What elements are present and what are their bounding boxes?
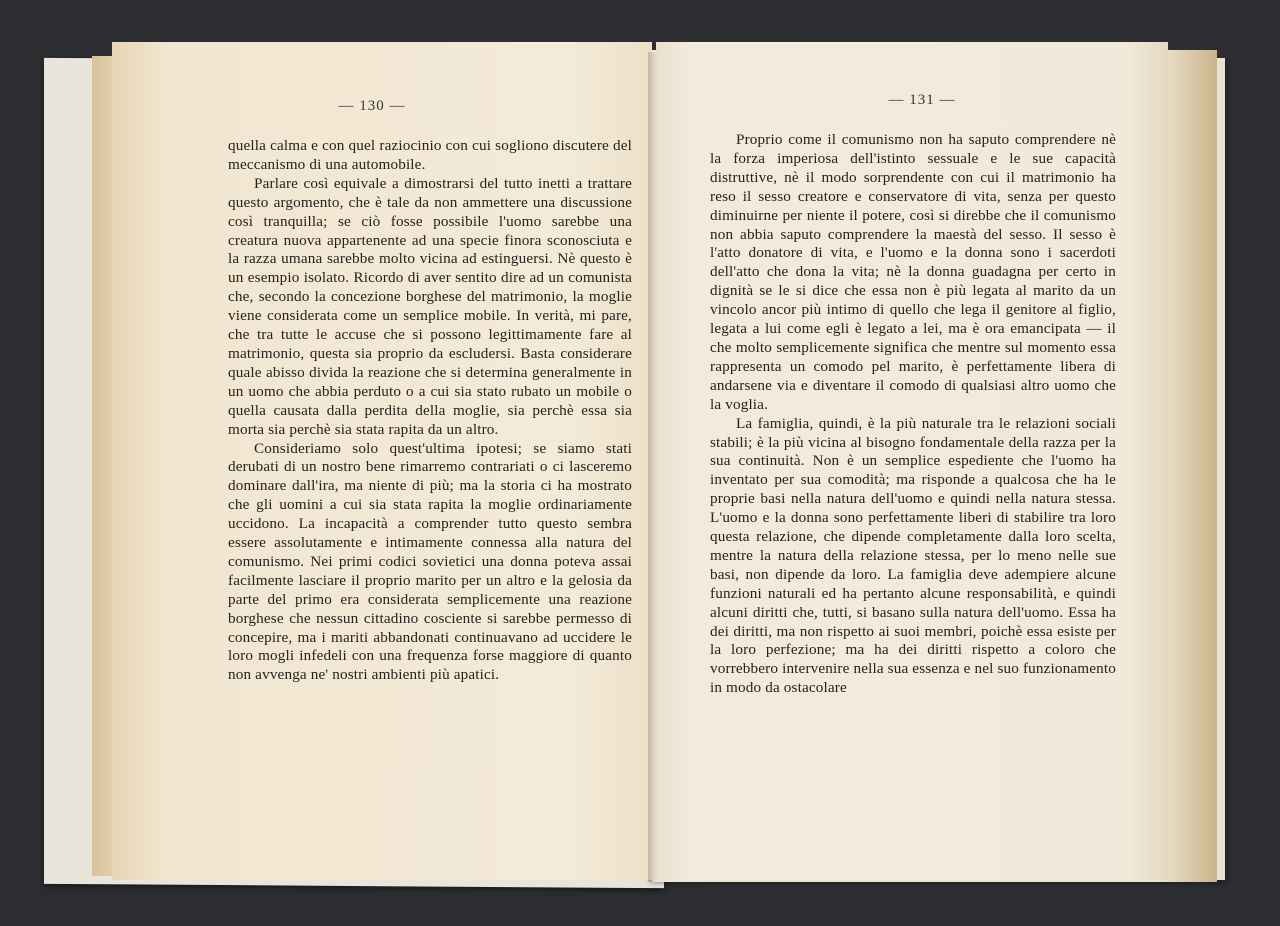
paragraph: quella calma e con quel raziocinio con cui sogliono discutere del meccanismo di una automobile.: [228, 137, 632, 173]
page-number: — 130 —: [338, 98, 406, 114]
book-spine: [648, 52, 658, 882]
left-page: [112, 42, 652, 880]
paragraph: Consideriamo solo quest'ultima ipotesi; se siamo stati derubati di un nostro bene rimarremo contrariati o ci lasceremo dominare dall'ira, ma niente di più; ma la storia ci ha mostrato che gli uomini a cui sia stata rapita la moglie ordinariamente uccidono. La incapacità a comprender tutto questo sembra essere assolutamente e intimamente connessa alla natura del comunismo. Nei primi codici sovietici una donna poteva assai facilmente lasciare il proprio marito per un altro e la gelosia da parte del primo era considerata semplicemente una reazione borghese che nessun cittadino cosciente si sarebbe permesso di concepire, ma i mariti abbandonati continuavano ad uccidere le loro mogli infedeli con una frequenza forse maggiore di quanto non avvenga ne' nostri ambienti più apatici.: [228, 439, 632, 684]
page-text: [228, 137, 632, 685]
paragraph: Parlare così equivale a dimostrarsi del tutto inetti a trattare questo argomento, che è tale da non ammettere una discussione così tranquilla; se ciò fosse possibile l'uomo sarebbe una creatura nuova appartenente ad una specie finora sconosciuta e la razza umana sarebbe molto vicina ad estinguersi. Nè questo è un esempio isolato. Ricordo di aver sentito dire ad un comunista che, secondo la concezione borghese del matrimonio, la moglie viene considerata come un semplice mobile. In verità, mi pare, che tra tutte le accuse che si possono legittimamente fare al matrimonio, questa sia proprio da escludersi. Basta considerare quale abisso divida la reazione che si determina generalmente in un uomo che abbia perduto o a cui sia stato rubato un mobile o quella causata dalla perdita della moglie, sia perchè essa sia morta sia perchè sia stata rapita da un altro.: [228, 174, 632, 438]
paragraph: Proprio come il comunismo non ha saputo comprendere nè la forza imperiosa dell'istinto sessuale e le sue capacità distruttive, nè il modo sorprendente con cui il matrimonio ha reso il sesso creatore e conservatore di vita, senza per questo diminuirne per niente il potere, così si direbbe che il comunismo non abbia saputo comprendere la maestà del sesso. Il sesso è l'atto donatore di vita, e l'uomo e la donna sono i sacerdoti dell'atto che dona la vita; nè la donna guadagna per certo in dignità se le si dice che essa non è più legata al marito da un vincolo ancor più intimo di quello che lega il genitore al figlio, legata a lui come egli è legato a lei, ma è ora emancipata — il che molto semplicemente significa che mentre sul momento essa rappresenta un comodo pel marito, è perfettamente libera di andarsene via e diventare il comodo di qualsiasi altro uomo che la voglia.: [710, 131, 1116, 413]
page-text: [710, 131, 1116, 698]
page-number: — 131 —: [888, 92, 956, 108]
paragraph: La famiglia, quindi, è la più naturale tra le relazioni sociali stabili; è la più vicina al bisogno fondamentale della razza per la sua continuità. Non è un semplice espediente che l'uomo ha inventato per sua comodità; ma risponde a qualcosa che ha le proprie basi nella natura dell'uomo e quindi nella natura stessa. L'uomo e la donna sono perfettamente liberi di stabilire tra loro questa relazione, che dipende completamente dalla loro scelta, mentre la natura della relazione stessa, per lo meno nelle sue basi, non dipende da loro. La famiglia deve adempiere alcune funzioni naturali ed ha pertanto alcune responsabilità, e quindi alcuni diritti che, tutti, si basano sulla natura dell'uomo. Essa ha dei diritti, ma non rispetto ai suoi membri, poichè essa esiste per la loro perfezione; ma ha dei diritti rispetto a coloro che vorrebbero intervenire nella sua essenza e nel suo funzionamento in modo da ostacolare: [710, 414, 1117, 697]
right-page: [656, 42, 1168, 880]
